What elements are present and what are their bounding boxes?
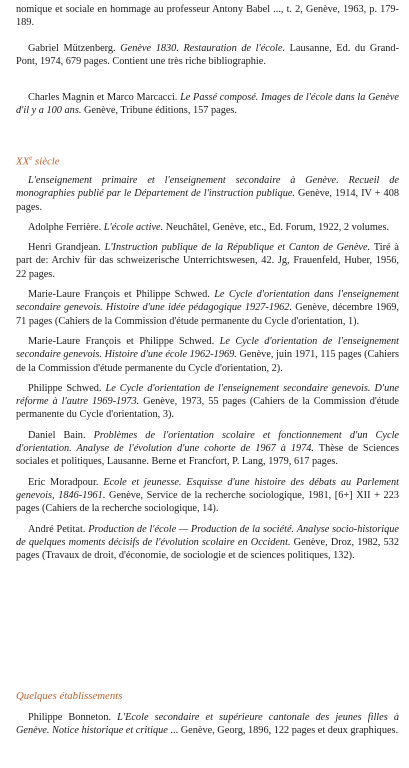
bibliography-entry [16, 174, 399, 214]
entry-author: Eric Moradpour. [28, 476, 104, 488]
entry-details: Genève, 1914, IV + 408 pages. [16, 188, 399, 213]
entry-details: Tiré à part de: Archiv für das schweizerische Unterrichtswesen, 42. Jg, Frauenfeld, Huber, 1956, 22 pages. [16, 242, 399, 280]
bibliography-entry [16, 241, 399, 281]
bibliography-entry [16, 288, 399, 328]
entry-title: L'Ecole secondaire et supérieure cantonale des jeunes filles à Genève. Notice historique et critique [16, 712, 399, 737]
entry-title: L'école active. [103, 221, 164, 233]
etab-entry-list [16, 711, 399, 738]
xx-entry-list [16, 174, 399, 569]
entry-author: André Petitat. [28, 523, 89, 535]
entry-title: L'Instruction publique de la République et Canton de Genève. [104, 242, 371, 254]
entry-author: Adolphe Ferrière. [28, 221, 104, 233]
entry-details: ... Genève, Georg, 1896, 122 pages et deux graphiques. [167, 725, 399, 737]
entry-author: Henri Grandjean. [28, 242, 105, 254]
entry-details: Genève, juin 1971, 115 pages (Cahiers de la Commission d'étude permanente du Cycle d'orientation, 2). [16, 349, 400, 374]
entry-details: Thèse de Sciences sociales et politiques, Lausanne. Berne et Francfort, P. Lang, 1979, 617 pages. [16, 443, 399, 468]
section-heading-xx: XXe siècle [16, 154, 60, 168]
bibliography-entry [16, 382, 399, 422]
bibliography-entry [16, 221, 399, 234]
entry-title: Production de l'école — Production de la société. Analyse socio-historique de quelques moments décisifs de l'évolution scolaire en Occident. [16, 523, 400, 548]
entry-title: Ecole et jeunesse. Esquisse d'une histoire des débats au Parlement genevois, 1846-1961. [16, 476, 399, 501]
section-heading-etablissements: Quelques établissements [16, 690, 123, 702]
bibliography-entry [16, 476, 399, 516]
entry-details: Genève, décembre 1969, 71 pages (Cahiers de la Commission d'étude permanente du Cycle d'orientation, 1). [16, 302, 399, 327]
bibliography-entry [16, 523, 399, 563]
bibliography-entry [16, 429, 399, 469]
entry-author: Philippe Schwed. [28, 382, 106, 394]
entry-magnin: Charles Magnin et Marco Marcacci. Le Passé composé. Images de l'école dans la Genève d'il y a 100 ans. Genève, Tribune éditions, 157 pages. [16, 92, 399, 117]
entry-mutzenberg: Gabriel Mützenberg. Genève 1830. Restauration de l'école. Lausanne, Ed. du Grand-Pont, 1974, 679 pages. Contient une très riche bibliographie. [16, 43, 399, 68]
entry-details: Genève, 1973, 55 pages (Cahiers de la Commission d'étude permanente du Cycle d'orientation, 3). [16, 396, 400, 421]
entry-title: L'enseignement primaire et l'enseignement secondaire à Genève. Recueil de monographies publié par le Département de l'instruction publique. [16, 175, 399, 200]
entry-author: Marie-Laure François et Philippe Schwed. [28, 335, 220, 347]
entry-details: Genève, Droz, 1982, 532 pages (Travaux de droit, d'économie, de sociologie et de sciences politiques, 132). [16, 536, 399, 562]
entry-author: Marie-Laure François et Philippe Schwed. [28, 289, 215, 301]
bibliography-entry [16, 335, 399, 375]
entry-title: Problèmes de l'orientation scolaire et fonctionnement d'un Cycle d'orientation. Analyse de l'évolution d'une cohorte de 1967 à 1974. [16, 429, 399, 455]
entry-details: Genève, Service de la recherche sociologique, 1981, [6+] XII + 223 pages (Cahiers de la recherche sociologique, 14). [16, 489, 399, 515]
entry-details: Neuchâtel, Genève, etc., Ed. Forum, 1922, 2 volumes. [163, 221, 390, 233]
entry-author: Daniel Bain. [28, 429, 94, 441]
entry-continued: nomique et sociale en hommage au professeur Antony Babel ..., t. 2, Genève, 1963, p. 179-189. [16, 4, 399, 29]
entry-title: Le Cycle d'orientation dans l'enseignement secondaire genevois. Histoire d'une idée pédagogique 1927-1962. [16, 289, 400, 314]
entry-author: Philippe Bonneton. [28, 712, 118, 723]
bibliography-entry [16, 711, 399, 738]
entry-title: Le Cycle d'orientation de l'enseignement secondaire genevois. D'une réforme à l'autre 1969-1973. [16, 382, 399, 408]
entry-title: Le Cycle d'orientation de l'enseignement secondaire genevois. Histoire d'une école 1962-1969. [16, 335, 399, 361]
